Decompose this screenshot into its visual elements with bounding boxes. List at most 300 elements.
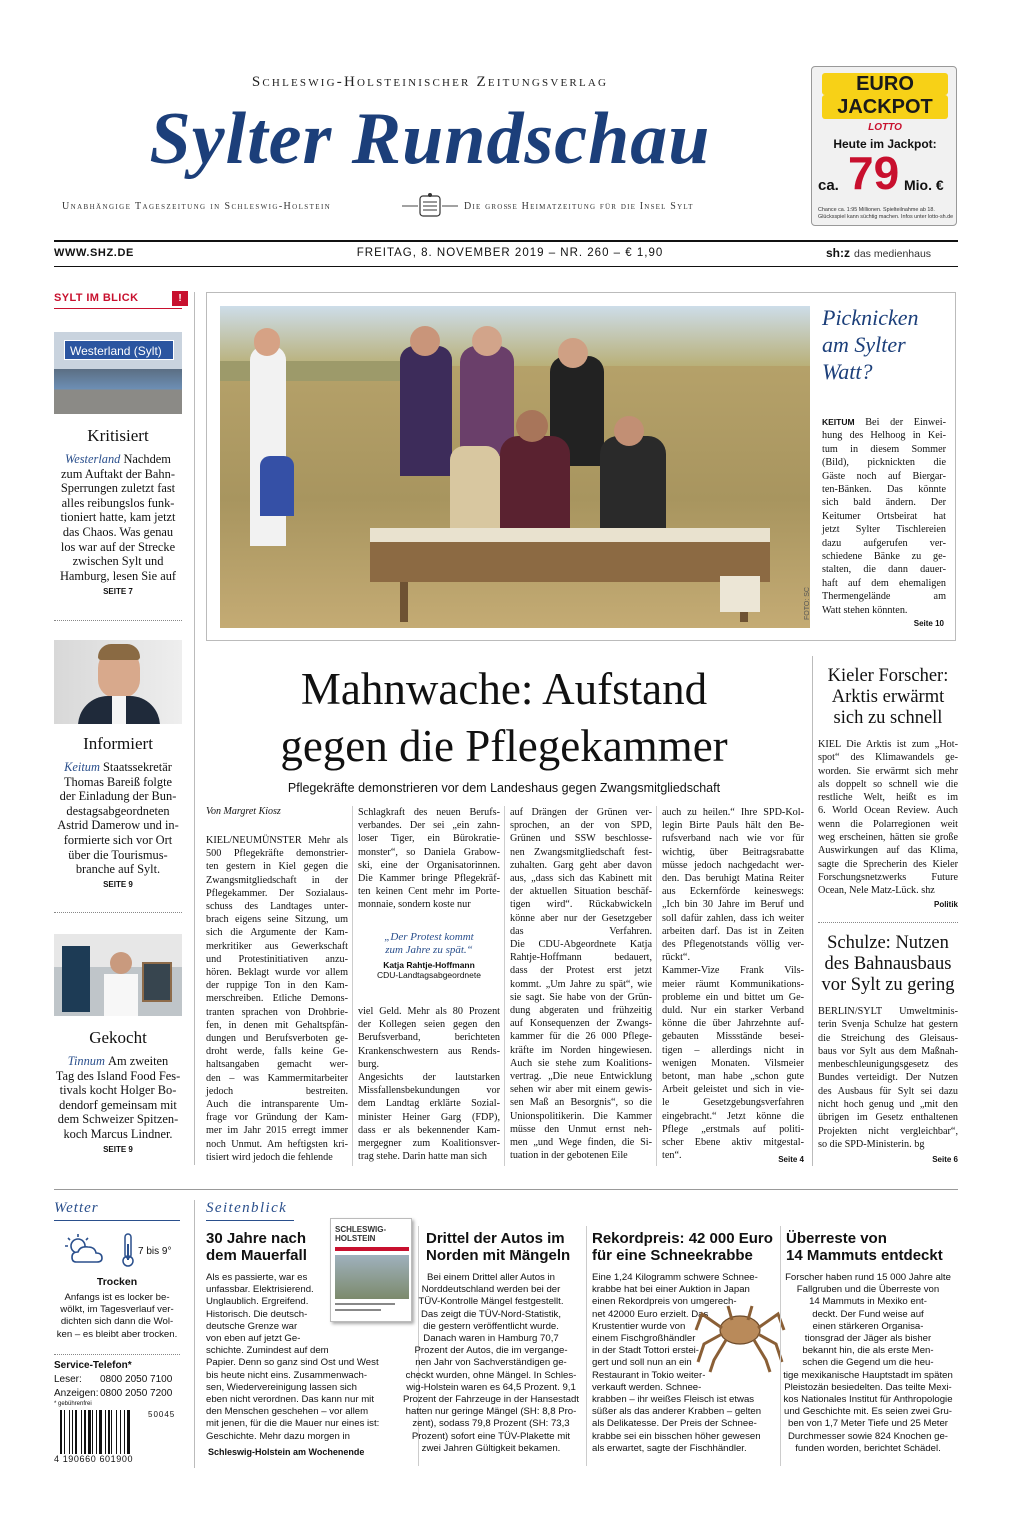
lead-line: ten keinen Cent mehr im Porte- [358,886,500,898]
title-line: 30 Jahre nach [206,1230,307,1247]
barcode [60,1410,146,1454]
headline-line: Kieler Forscher: [827,666,949,686]
headline-line: sich zu schnell [833,708,943,728]
lead-line: brach eigens seine Sitzung, um [206,914,348,926]
title-line: für eine Schneekrabbe [592,1247,753,1264]
article-line: 14 Mammuts in Mexiko ent- [809,1296,927,1308]
story-line: Tag des Island Food Fes- [55,1068,181,1083]
article-line: tige mexikanische Hauptstadt im späten [783,1369,953,1381]
story-line: Gäste noch auf Biergar- [822,470,946,482]
story-informiert [54,760,182,877]
story-line: hung des Helhoog in Kei- [822,430,946,442]
lead-line: eingebracht.“ Jetzt könne die [662,1110,804,1122]
story-line: sich bald ändern. Der [822,497,946,509]
page-ref-9b: SEITE 9 [103,1145,133,1154]
newspaper-title: Sylter Rundschau [149,98,711,180]
story-line: Hamburg, lesen Sie auf [59,568,177,583]
lead-line: trag stehe. Darin hatte man sich [358,1151,487,1163]
lead-author: Von Margret Kiosz [206,806,281,817]
sylt-im-blick-label: SYLT IM BLICK [54,292,139,304]
reader-phone[interactable]: 0800 2050 7100 [100,1374,173,1385]
lead-line: ten gestern in Kiel gegen die [206,861,348,873]
lead-line: tigen – allerdings nicht in [662,1044,804,1056]
lead-line: kommt. „Um Jahre zu spät“, wie [510,978,652,990]
story-line: Thermengelände am [822,591,946,603]
story-line: Watt stehen könnten. [822,604,908,616]
barcode-bar [96,1410,97,1454]
lead-line: KIEL/NEUMÜNSTER Mehr als [206,835,348,846]
title-line: dem Mauerfall [206,1247,307,1264]
barcode-bar [75,1410,77,1454]
barcode-bar [111,1410,112,1454]
article-line: Prozent) sofort eine TÜV-Plakette mit [411,1430,571,1442]
shz-logo: sh:z [826,246,850,260]
lead-line: mer im Jahr 2015 erregt immer [206,1125,348,1137]
article-line: Restaurant in Tokio weiter- [592,1369,706,1381]
pull-quote-role: CDU-Landtagsabgeordnete [377,970,481,980]
article-line: sen, Wiedervereinigung lassen sich [206,1381,357,1393]
lead-line: auf Drängen der Grünen ver- [510,807,652,818]
lead-line: dem Landtag erklärte Sozial- [358,1098,500,1110]
story-line: (Bild), picknickten die [822,457,946,469]
story-line: tioniert hatte, kam jetzt [60,510,176,525]
westerland-station-photo [54,332,182,414]
story-line: dem Schweizer Spitzen- [57,1112,179,1127]
story-line: stalten, die dann dauer- [822,564,946,576]
jackpot-prefix: ca. [818,177,839,194]
lead-line: schuss des Landtages unter- [206,901,348,913]
barcode-bar [127,1410,130,1454]
lead-line: könne die über Jahrzehnte auf- [662,1018,804,1030]
lead-line: Die CDU-Abgeordnete Katja [510,939,652,951]
lead-line: gebauten Missstände besei- [662,1031,804,1043]
section-politik: Politik [933,900,958,909]
story-line: schiedene Bänke zu ge- [822,551,946,563]
picnic-headline [822,304,952,385]
lead-line: legin Birte Pauls hält den Be- [662,820,804,832]
lead-line: Kammer-Vize Frank Vils- [662,965,804,977]
article-line: Norddeutschland werden bei der [421,1284,561,1296]
story-line: spot“ des Klimawandels ge- [818,752,958,764]
story-line: KEITUM Bei der Einwei- [822,417,946,428]
shz-brand-text: das medienhaus [854,248,932,260]
lead-line: Berufsverband, berichteten [358,1032,500,1044]
lead-column-2-bottom [358,1005,500,1163]
lead-line: 500 Pflegekräfte demonstrier- [206,848,348,860]
article-line: als Delikatesse. Der Preis der Schnee- [592,1418,757,1430]
article-line: Das zeigt die TÜV-Nord-Statistik, [420,1308,562,1320]
lead-line: Auch die intransparente Um- [206,1099,348,1111]
lead-line: auch zu heilen.“ Ihre SPD-Kol- [662,807,804,818]
lead-line: Die Kammer bringe Pflegekräf- [358,873,500,885]
story-line: Bundes verteidigt. Der Nutzen [818,1072,958,1084]
lead-line: haltsangaben gemacht wer- [206,1059,348,1071]
story-line: der Einladung der Bun- [59,789,177,804]
headline-line: vor Sylt zu gering [821,975,955,995]
barcode-bar [64,1410,65,1454]
article-line: süßer als das anderer Krabben – gelten [592,1406,762,1418]
dateline: KEITUM [822,417,855,427]
lead-line: den – was Kammermitarbeiter [206,1072,348,1084]
lead-line: sie sagt. Sie habe von der Grün- [510,991,652,1003]
story-line: als doppelt so schnell wie die [818,778,958,790]
lead-line: loser Tiger, ein Bürokratie- [358,833,500,845]
lead-column-1 [206,834,348,1164]
article-line: Geschichte. Mehr dazu morgen in [206,1430,350,1442]
lead-line: der ruppige Ton in den Kam- [206,980,348,992]
story-line: terin Svenja Schulze hat gestern [818,1019,958,1031]
lead-line: sich die Argumente der Kam- [206,927,348,939]
article-line: nen Jahr von Sachverständigen ge- [415,1357,567,1369]
story-line: Ocean, Nele Matz-Lück. shz [818,885,935,897]
publisher-line: Schleswig-Holsteinischer Zeitungsverlag [251,74,609,90]
lead-line: ten“. [662,1150,682,1162]
lead-line: rückt“. [662,952,691,964]
mauerfall-footer: Schleswig-Holstein am Wochenende [208,1447,365,1457]
lead-line: Krankenschwestern aus Rends- [358,1045,500,1057]
story-line: branche auf Sylt. [75,862,161,877]
article-line: Krustentier wurde von [592,1320,686,1332]
lead-line: probleme ein und bittet um Ge- [662,991,804,1003]
article-line: eben nicht verordnen. Das kann nur mit [206,1394,374,1406]
snow-crab-image [692,1290,788,1374]
article-line: einem Fischgroßhändler [592,1333,696,1345]
lead-line: dung abgeraten und frühzeitig [510,1005,652,1017]
lead-line: Pflegekammer. Der Sozialaus- [206,887,348,899]
lead-line: monnaie, sondern koste nur [358,899,471,911]
title-line: 14 Mammuts entdeckt [786,1247,943,1264]
lead-line: minister Heiner Garg (FDP), [358,1111,500,1123]
lead-line: hören. Beklagt wurde vor allem [206,967,348,979]
lead-line: viel Geld. Mehr als 80 Prozent [358,1006,500,1017]
weather-line: wölkt, im Tagesverlauf ver- [60,1304,174,1316]
weather-label-rule [54,1220,180,1221]
article-line: bekannt hin, die als erste Men- [802,1345,934,1357]
lead-subhead: Pflegekräfte demonstrieren vor dem Landeshaus gegen Zwangsmitgliedschaft [287,781,721,795]
barcode-bar [60,1410,62,1454]
lead-column-4 [662,806,804,1162]
lead-line: auf Konsequenzen der Zwangs- [510,1018,652,1030]
article-line: Danach waren in Hamburg 70,7 [423,1333,559,1345]
article-line: von eben auf jetzt Ge- [206,1333,301,1345]
barcode-bar [116,1410,117,1454]
schulze-headline [818,933,958,996]
tuev-text [398,1272,584,1455]
lead-line: wichtig, über Beitragsrabatte [662,846,804,858]
lead-line: betont, man habe „schon gute [662,1071,804,1083]
article-line: zent), sodass 79,8 Prozent (SH: 73,3 [412,1418,570,1430]
article-line: Bei einem Drittel aller Autos in [427,1272,555,1283]
article-line: Durchmesser sowie 824 Knochen ge- [788,1430,948,1442]
lead-line: Auch sie stehe zum Koalitions- [510,1057,652,1069]
bottom-rule [54,1189,958,1190]
article-line: gert und soll nun an ein [592,1357,692,1369]
article-line: bis heute nicht eins. Zusammenwach- [206,1369,368,1381]
lead-line: verbandes. Der sei „ein zahn- [358,820,500,832]
lead-headline-2: gegen die Pflegekammer [280,721,728,771]
lead-line: kammer für die 26 000 Pflege- [510,1031,652,1043]
barcode-bar [124,1410,125,1454]
article-line: krabben – ihr weißes Fleisch ist etwas [592,1394,755,1406]
website-link[interactable]: WWW.SHZ.DE [54,247,134,259]
kiel-story [818,738,958,898]
pull-quote-name: Katja Rahtje-Hoffmann [383,960,475,970]
lead-line: aus Eckernförde keineswegs: [662,886,804,898]
story-line: restliche Welt, heißt es im [818,792,958,804]
story-line: das Chaos. Was genau [62,524,174,539]
jackpot-line: Heute im Jackpot: [833,137,937,151]
phone-footnote: * gebührenfrei [54,1401,92,1407]
barcode-bar [72,1410,73,1454]
story-line: worden. Sie erwärmt sich mehr [818,765,958,777]
lead-line: aus, „dass sich das Kabinett mit [510,873,652,885]
separator [54,912,182,913]
story-line: formierte sich vor Ort [63,832,173,847]
partly-cloudy-icon [62,1232,112,1268]
article-line: deutsche Grenze war [206,1320,298,1332]
weather-condition: Trocken [96,1276,138,1288]
page-ref-10: Seite 10 [913,619,944,628]
story-line: tum in diesem Sommer [822,443,946,455]
story-line: BERLIN/SYLT Umweltminis- [818,1006,958,1017]
lead-line: müsse jedoch nachgedacht wer- [662,859,804,871]
article-line: als erwartet, sagte der Fischhändler. [592,1442,747,1454]
article-line: kos Nationales Institut für Anthropologie [783,1394,953,1406]
lead-line: der Kollegen seien gegen den [358,1019,500,1031]
ads-phone[interactable]: 0800 2050 7200 [100,1388,173,1399]
lead-line: duld. Nur ein starker Verband [662,1005,804,1017]
article-line: Forscher haben rund 15 000 Jahre alte [785,1272,951,1283]
story-gekocht [54,1054,182,1142]
story-line: Astrid Damerow und in- [57,818,179,833]
lead-line: dungen und Berufsverboten ge- [206,1033,348,1045]
column-rule [812,656,813,1166]
column-rule [586,1226,587,1466]
lead-line: das Verfahren. [510,925,652,937]
place-name: Tinnum [67,1054,109,1068]
place-name: Westerland [65,452,124,466]
article-line: mit jenen, für die die Mauer nur eines ist: [206,1418,380,1430]
thermometer-icon [120,1232,136,1268]
headline-line: des Bahnausbaus [824,954,952,974]
article-line: in der Stadt Tottori erstei- [592,1345,700,1357]
article-line: schichte. Zumindest auf dem [206,1345,329,1357]
article-line: Papier. Denn so ganz sind Ost und West [206,1357,379,1369]
tagline-right: Die große Heimatzeitung für die Insel Sylt [464,201,694,212]
pull-quote-line-1: „Der Protest kommt [384,931,474,943]
lead-line: jedoch bestreiten. [206,1085,348,1097]
column-rule [194,1200,195,1468]
picnic-photo [220,306,810,628]
kiel-headline [818,666,958,729]
lead-line: Angesichts der lautstarken [358,1072,500,1084]
ads-label: Anzeigen: [54,1388,99,1399]
pull-quote-line-2: zum Jahre zu spät.“ [385,944,473,956]
lead-line: sprochen, an der von SPD, [510,820,652,832]
title-line: Rekordpreis: 42 000 Euro [592,1230,773,1247]
photo-credit: FOTO: SC [804,587,811,620]
place-name: Keitum [64,760,104,774]
lead-line: tuation in der gebotenen Eile [510,1150,628,1162]
story-line: zum Auftakt der Bahn- [61,466,175,481]
story-line: KIEL Die Arktis ist zum „Hot- [818,739,958,750]
weather-text [54,1292,180,1341]
article-line: Eine 1,24 Kilogramm schwere Schnee- [592,1272,758,1283]
column-rule [194,292,195,1165]
lead-line: den. Das beruhigt Matina Reiter [662,873,804,885]
story-line: alles reibungslos funk- [61,495,175,510]
station-sign: Westerland (Sylt) [64,340,174,360]
article-line: Historisch. Die deutsch- [206,1308,308,1320]
column-rule [352,806,353,1166]
schulze-story [818,1005,958,1151]
lead-line: dass der Protest erst jetzt [510,965,652,977]
lead-line: tigen wird“. Rückabwickeln [510,899,652,911]
headline-line: Schulze: Nutzen [827,933,949,953]
lead-line: droht werde, falls keine Ge- [206,1046,348,1058]
lead-line: vertrag. „Die neue Entwicklung [510,1071,652,1083]
barcode-bar [92,1410,93,1454]
rule-bottom [54,266,958,267]
seitenblick-label: Seitenblick [206,1200,288,1216]
page-ref-9a: SEITE 9 [103,880,133,889]
page-ref-6: Seite 6 [932,1155,958,1164]
story-line: nicht hoch genug und „mit den [818,1099,958,1111]
barcode-number: 4 190660 601900 [54,1454,134,1464]
article-line: den Menschen geschehen – vor allem [206,1406,369,1418]
lead-line: arbeiten darf. Das ist in Zeiten [662,925,804,937]
story-line: dazu aufgerufen ver- [822,537,946,549]
weather-line: Anfangs ist es locker be- [64,1292,170,1303]
lead-line: soll dafür zahlen, dass ich weiter [662,912,804,924]
story-line: Sperrungen zuletzt fast [60,481,176,496]
weather-label: Wetter [54,1200,99,1216]
article-line: deckt. Der Fund weise auf [812,1308,924,1320]
story-line: des Ausbaus für Sylt sei dazu [818,1085,958,1097]
lead-line: wenigen Monaten. Vilsmeier [662,1057,804,1069]
weather-line: ken – es bleibt aber trocken. [56,1328,178,1340]
eurojackpot-logo-top: EURO [822,73,948,95]
eurojackpot-ad[interactable] [811,66,957,226]
article-line: Fallgruben und die Überreste von [796,1284,940,1296]
headline-kritisiert: Kritisiert [87,426,149,445]
story-line: Westerland Nachdem [65,452,171,466]
lead-line: sehen wir aber mit einem gewis- [510,1084,652,1096]
mauerfall-title [206,1230,330,1264]
jackpot-amount: 79 [848,147,900,199]
story-line: 6. World Ocean Review. Auch [818,805,958,817]
headline-informiert: Informiert [83,734,153,753]
lead-line: zuhalten. Garg geht aber davon [510,859,652,871]
lead-line: müsse den Unmut ernst neh- [510,1123,652,1135]
article-line: verkauft werden. Schnee- [592,1381,702,1393]
lead-line: frage vor Gründung der Kam- [206,1112,348,1124]
story-line: dendorf gemeinsam mit [59,1097,177,1112]
story-line: sagte die Sprecherin des Kieler [818,858,958,870]
separator [54,1354,180,1355]
lead-line: der aktuellen Situation beschäf- [510,886,652,898]
story-line: koch Marcus Lindner. [63,1126,173,1141]
reader-label: Leser: [54,1374,82,1385]
article-line: checkt wurden, ohne Mängel. In Schles- [405,1369,577,1381]
lead-line: le Gesetzgebungsverfahren [662,1097,804,1109]
story-line: los war auf der Strecke [60,539,176,554]
story-line: die Streichung des Gleisaus- [818,1032,958,1044]
story-line: tivals kocht Holger Bo- [59,1083,177,1098]
story-line: Keitumer Ortsbeirat hat [822,510,946,522]
headline-line: Arktis erwärmt [831,687,945,707]
article-line: schen die Gegend um die heu- [802,1357,934,1369]
tuev-title [426,1230,586,1264]
story-line: so die SPD-Ministerin. bg [818,1138,925,1150]
lead-headline-1: Mahnwache: Aufstand [300,664,708,714]
article-line: Pleistozän besiedelten. Das teilte Mexi- [784,1381,952,1393]
story-line: zwischen Sylt und [72,554,164,569]
story-line: Thomas Bareiß folgte [63,774,173,789]
headline-line: Picknicken [822,305,919,330]
story-line: übrigen im Gesetz enthaltenen [818,1112,958,1124]
article-line: die gestern veröffentlicht wurde. [423,1320,559,1332]
lead-column-2-top [358,806,500,912]
pull-quote [358,931,500,980]
separator [54,620,182,621]
article-line: Prozent der Autos, die im vergange- [414,1345,568,1357]
column-rule [656,806,657,1166]
article-line: zwei Jahren Gültigkeit bekamen. [421,1442,561,1454]
barcode-bar [81,1410,82,1454]
story-line: wenn die Polarregionen weit [818,818,958,830]
article-line: hatten nur geringe Mängel (SH: 8,8 Pro- [405,1406,577,1418]
coat-of-arms-icon [400,192,460,220]
story-line: Projekten nicht vergleichbar“, [818,1125,958,1137]
story-kritisiert [54,452,182,583]
separator [818,922,958,923]
lead-line: scher Ebene aktiv mitgestal- [662,1137,804,1149]
lead-line: ski, eine der Organisatorinnen. [358,859,500,871]
seitenblick-rule [206,1220,294,1221]
lead-line: dass er als bekennender Kam- [358,1124,500,1136]
story-line: ten-Bänken. Das könnte [822,484,946,496]
story-line: menbeschleunigungsgesetz des [818,1059,958,1071]
article-line: unfassbar. Elektrisierend. [206,1284,314,1296]
lead-line: monster“, so Daniela Grabow- [358,846,500,858]
column-rule [504,806,505,1166]
article-line: krabbe hat bei einer Auktion in Japan [592,1284,750,1296]
story-line: Auswirkungen auf das Klima, [818,845,958,857]
eurojackpot-logo-bottom: JACKPOT [822,95,948,119]
barcode-bar [69,1410,70,1454]
sylt-im-blick-rule [54,308,182,309]
weather-line: dichten sich dann die Wol- [60,1316,174,1328]
portrait-photo [54,640,182,724]
article-line: ben von 1,7 Meter Tiefe und 25 Meter [788,1418,948,1430]
page-ref-4: Seite 4 [778,1155,804,1164]
story-line: Keitum Staatssekretär [64,760,172,774]
temperature: 7 bis 9° [138,1246,172,1257]
mammut-text [776,1272,960,1455]
lead-line: noch Unmut. Am heftigsten kri- [206,1138,348,1150]
lead-line: Missfallensbekundungen vor [358,1085,500,1097]
jackpot-fineprint: Chance ca. 1:95 Millionen. Spielteilnahme ab 18. Glücksspiel kann süchtig machen. Infos unter lotto-sh.de [818,207,954,220]
article-line: TÜV-Kontrolle Mängel festgestellt. [418,1296,564,1308]
lead-line: Rahtje-Hoffmann bedauert, [510,952,652,964]
service-title: Service-Telefon* [54,1360,132,1371]
lead-line: burg. [358,1058,380,1070]
article-line: Unglaublich. Ergreifend. [206,1296,309,1308]
lead-line: Arbeit geleistet und sich in vie- [662,1084,804,1096]
article-line: net 42000 Euro erzielt. Das [592,1308,709,1320]
lead-line: könne aber nur der Gesetzgeber [510,912,652,924]
